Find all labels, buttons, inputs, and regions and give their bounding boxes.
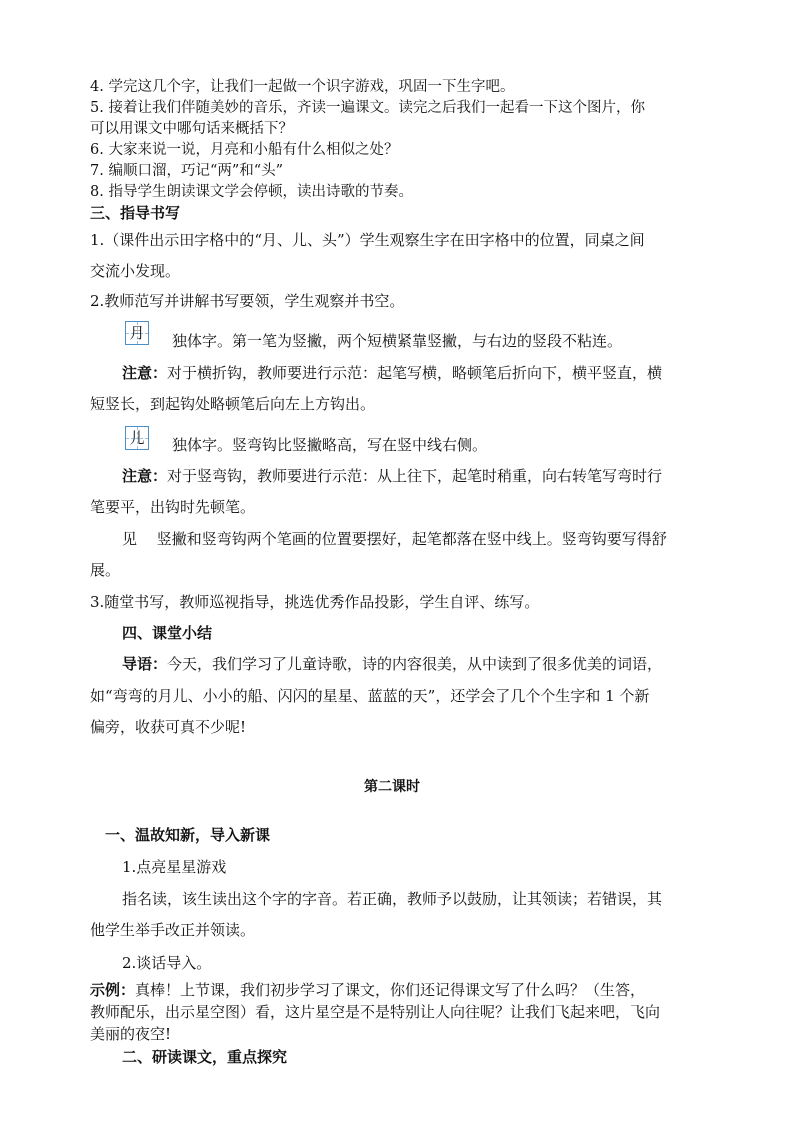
jian-paragraph-cont: 展。 [90,561,121,579]
lesson2-item-2: 2.谈话导入。 [122,954,212,972]
note-1-text: 对于横折钩，教师要进行示范：起笔写横，略顿笔后折向下，横平竖直，横 [167,364,663,382]
example-paragraph-cont-2: 美丽的夜空! [90,1025,172,1043]
list-item-7: 7. 编顺口溜，巧记“两”和“头” [90,163,284,179]
section-heading-4: 四、课堂小结 [122,624,213,642]
lesson2-item-1: 1.点亮星星游戏 [122,858,227,876]
list-item-5-cont: 可以用课文中哪句话来概括下？ [90,121,293,137]
list-item-5: 5. 接着让我们伴随美妙的音乐，齐读一遍课文。读完之后我们一起看一下这个图片，你 [90,100,645,116]
example-text: 真棒！上节课，我们初步学习了课文，你们还记得课文写了什么吗？（生答， [135,981,646,999]
section-title: 第二课时 [364,779,420,795]
tianzige-er-char: 儿 [129,429,145,447]
lesson2-item-1-desc-cont: 他学生举手改正并领读。 [90,921,256,939]
guide-text: 今天，我们学习了儿童诗歌，诗的内容很美，从中读到了很多优美的词语， [167,655,663,673]
tianzige-yue-char: 月 [129,324,145,342]
paragraph-3: 3.随堂书写，教师巡视指导，挑选优秀作品投影，学生自评、练写。 [90,593,540,611]
example-label: 示例： [90,981,136,999]
paragraph-1-cont: 交流小发现。 [90,262,181,280]
example-paragraph [90,980,645,1000]
list-item-4: 4. 学完这几个字，让我们一起做一个识字游戏，巩固一下生字吧。 [90,79,515,95]
note-2-text: 对于竖弯钩，教师要进行示范：从上往下，起笔时稍重，向右转笔写弯时行 [167,467,663,485]
example-paragraph-cont-1: 教师配乐，出示星空图）看，这片星空是不是特别让人向往呢？让我们飞起来吧，飞向 [90,1003,661,1021]
note-1 [122,363,662,383]
guide-paragraph-cont-1: 如“弯弯的月儿、小小的船、闪闪的星星、蓝蓝的天”，还学会了几个个生字和 1 个新 [90,687,650,705]
jian-paragraph: 见 竖撇和竖弯钩两个笔画的位置要摆好，起笔都落在竖中线上。竖弯钩要写得舒 [122,530,667,548]
guide-paragraph [122,654,662,674]
guide-label: 导语： [122,655,168,673]
note-2 [122,466,662,486]
list-item-6: 6. 大家来说一说，月亮和小船有什么相似之处？ [90,142,399,158]
list-item-8: 8. 指导学生朗读课文学会停顿，读出诗歌的节奏。 [90,184,413,200]
lesson2-heading-2: 二、研读课文，重点探究 [122,1048,288,1066]
paragraph-1: 1.（课件出示田字格中的“月、儿、头”）学生观察生字在田字格中的位置，同桌之间 [90,231,645,249]
lesson2-heading-1: 一、温故知新，导入新课 [105,826,271,844]
tianzige-yue [125,321,149,345]
note-label: 注意： [122,364,168,382]
note-label: 注意： [122,467,168,485]
section-heading-3: 三、指导书写 [90,204,181,222]
yue-description: 独体字。第一笔为竖撇，两个短横紧靠竖撇，与右边的竖段不粘连。 [172,332,623,350]
paragraph-2: 2.教师范写并讲解书写要领，学生观察并书空。 [90,292,405,310]
guide-paragraph-cont-2: 偏旁，收获可真不少呢! [90,718,247,736]
note-2-cont: 笔要平，出钩时先顿笔。 [90,498,256,516]
lesson2-item-1-desc: 指名读，该生读出这个字的字音。若正确，教师予以鼓励，让其领读；若错误，其 [122,890,663,908]
er-description: 独体字。竖弯钩比竖撇略高，写在竖中线右侧。 [172,436,488,454]
tianzige-er [125,426,149,450]
note-1-cont: 短竖长，到起钩处略顿笔后向左上方钩出。 [90,395,376,413]
